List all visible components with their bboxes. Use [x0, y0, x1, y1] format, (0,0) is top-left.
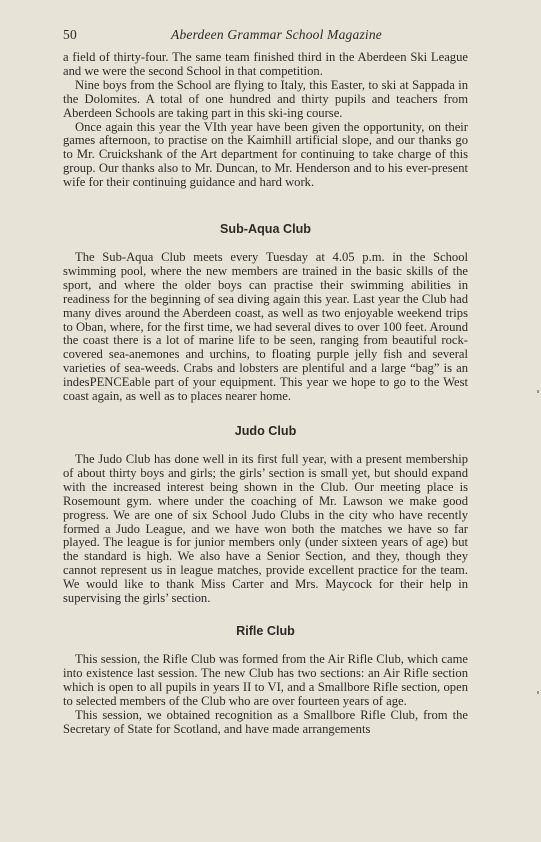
section-paragraph: This session, we obtained recognition as a Smallbore Rifle Club, from the Secretary of State for Scotland, and have made arrangements [63, 707, 468, 736]
section-paragraph: This session, the Rifle Club was formed from the Air Rifle Club, which came into existence last session. The new Club has two sections: an Air Rifle section which is open to all pupils in years II to VI, and a Smallbore Rifle section, open to selected members of the Club who are over fourteen years of age. [63, 652, 468, 708]
section-paragraph: The Judo Club has done well in its first full year, with a present membership of about thirty boys and girls; the girls’ section is small yet, but should expand with the increased interest being shown in the Club. Our meeting place is Rosemount gym. where under the coaching of Mr. Lawson we make good progress. We are one of six School Judo Clubs in the city who have recently formed a Judo League, and we have won both the matches we have so far played. The league is for junior members only (under sixteen years of age) but the standard is high. We also have a Senior Section, and they, though they cannot represent us in league matches, provide excellent practice for the team. We would like to thank Miss Carter and Mrs. Maycock for their help in supervising the girls’ section. [63, 452, 468, 606]
page-number: 50 [63, 27, 77, 42]
section-heading: Sub-Aqua Club [220, 222, 311, 236]
rifle-section [63, 624, 468, 736]
running-title: Aberdeen Grammar School Magazine [171, 27, 382, 42]
section-paragraph: The Sub-Aqua Club meets every Tuesday at 4.05 p.m. in the School swimming pool, where the new members are trained in the basic skills of the sport, and where the older boys can practise their swimming abilities in readiness for the beginning of sea diving again this year. Last year the Club had many dives around the Aberdeen coast, as well as two enjoyable weekend trips to Oban, where, for the first time, we had several dives to over 100 feet. Around the coast there is a lot of marine life to be seen, ranging from beautiful rock-covered sea-anemones and urchins, to floating purple jelly fish and several varieties of sea-weeds. Crabs and lobsters are plentiful and a large “bag” is an indesPENCEable part of your equipment. This year we hope to go to the West coast again, as well as to places nearer home. [63, 250, 468, 404]
intro-paragraph: Nine boys from the School are flying to Italy, this Easter, to ski at Sappada in the Dolomites. A total of one hundred and thirty pupils and teachers from Aberdeen Schools are taking part in this ski-ing course. [63, 77, 468, 120]
section-heading: Judo Club [234, 424, 297, 438]
judo-section [63, 424, 468, 606]
intro-paragraph: a field of thirty-four. The same team finished third in the Aberdeen Ski League and we were the second School in that competition. [63, 50, 468, 78]
page-header [63, 27, 483, 49]
section-heading: Rifle Club [236, 624, 295, 638]
scan-mark [537, 390, 539, 393]
intro-paragraph: Once again this year the VIth year have been given the opportunity, on their games afternoon, to practise on the Kaimhill artificial slope, and our thanks go to Mr. Cruickshank of the Art department for continuing to take charge of this group. Our thanks also to Mr. Duncan, to Mr. Henderson and to his ever-present wife for their continuing guidance and hard work. [63, 119, 468, 190]
intro-text [63, 51, 468, 190]
scan-mark [537, 691, 539, 694]
sub-aqua-section [63, 222, 468, 404]
